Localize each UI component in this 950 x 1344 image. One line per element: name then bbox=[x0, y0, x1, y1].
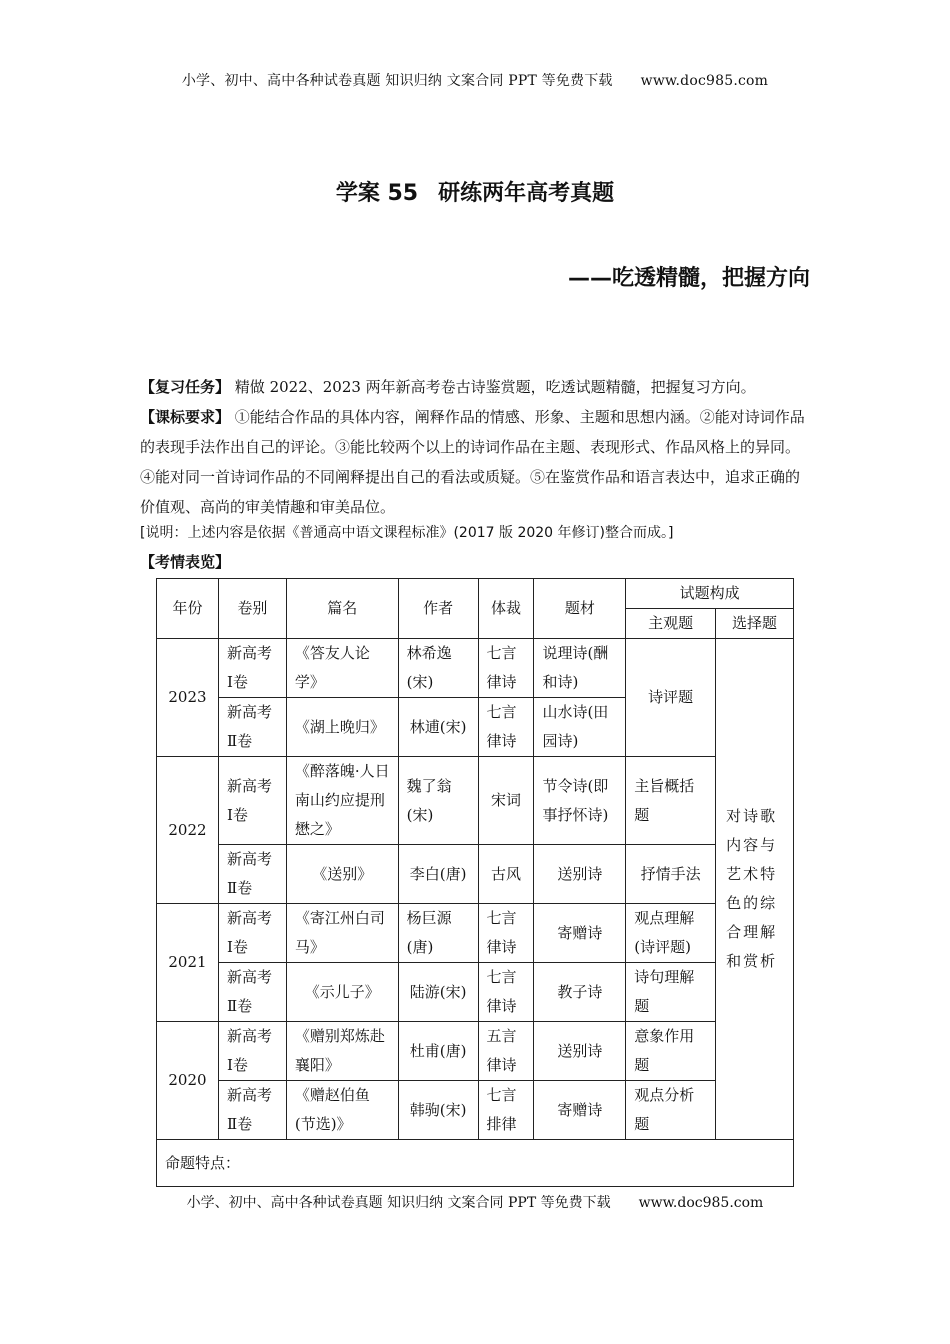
author-cell: 杜甫(唐) bbox=[398, 1022, 478, 1081]
title-cell: 《答友人论学》 bbox=[286, 639, 398, 698]
paper-cell: 新高考Ⅰ卷 bbox=[218, 639, 286, 698]
question-features-cell: 命题特点： bbox=[157, 1140, 794, 1187]
exam-overview-table bbox=[156, 578, 794, 1187]
review-task bbox=[140, 372, 810, 402]
header-title: 篇名 bbox=[286, 579, 398, 639]
author-cell: 韩驹(宋) bbox=[398, 1081, 478, 1140]
header-choice: 选择题 bbox=[716, 609, 794, 639]
genre-cell: 七言律诗 bbox=[478, 904, 534, 963]
review-task-label: 【复习任务】 bbox=[140, 378, 231, 396]
author-cell: 李白(唐) bbox=[398, 845, 478, 904]
header-theme: 题材 bbox=[534, 579, 626, 639]
year-cell: 2021 bbox=[157, 904, 219, 1022]
curriculum-requirements bbox=[140, 402, 810, 522]
paper-cell: 新高考Ⅱ卷 bbox=[218, 698, 286, 757]
author-cell: 杨巨源(唐) bbox=[398, 904, 478, 963]
choice-merged-cell: 对诗歌内容与艺术特色的综合理解和赏析 bbox=[716, 639, 794, 1140]
genre-cell: 古风 bbox=[478, 845, 534, 904]
footer-left-text: 小学、初中、高中各种试卷真题 知识归纳 文案合同 PPT 等免费下载 bbox=[186, 1195, 611, 1211]
page-footer bbox=[0, 1192, 950, 1212]
header-subjective: 主观题 bbox=[626, 609, 716, 639]
subjective-cell: 抒情手法 bbox=[626, 845, 716, 904]
year-cell: 2020 bbox=[157, 1022, 219, 1140]
title-prefix: 学案 55 bbox=[335, 181, 419, 206]
author-cell: 陆游(宋) bbox=[398, 963, 478, 1022]
subjective-cell: 主旨概括题 bbox=[626, 757, 716, 845]
title-cell: 《示儿子》 bbox=[286, 963, 398, 1022]
author-cell: 林逋(宋) bbox=[398, 698, 478, 757]
genre-cell: 五言律诗 bbox=[478, 1022, 534, 1081]
theme-cell: 节令诗(即事抒怀诗) bbox=[534, 757, 626, 845]
title-cell: 《赠赵伯鱼(节选)》 bbox=[286, 1081, 398, 1140]
subjective-cell: 意象作用题 bbox=[626, 1022, 716, 1081]
theme-cell: 寄赠诗 bbox=[534, 1081, 626, 1140]
title-cell: 《送别》 bbox=[286, 845, 398, 904]
header-genre: 体裁 bbox=[478, 579, 534, 639]
page-subtitle: ——吃透精髓，把握方向 bbox=[567, 266, 810, 291]
paper-cell: 新高考Ⅰ卷 bbox=[218, 1022, 286, 1081]
paper-cell: 新高考Ⅱ卷 bbox=[218, 963, 286, 1022]
title-cell: 《赠别郑炼赴襄阳》 bbox=[286, 1022, 398, 1081]
table-row bbox=[157, 757, 794, 845]
subjective-cell: 观点理解(诗评题) bbox=[626, 904, 716, 963]
year-cell: 2022 bbox=[157, 757, 219, 904]
header-year: 年份 bbox=[157, 579, 219, 639]
paper-cell: 新高考Ⅱ卷 bbox=[218, 1081, 286, 1140]
curriculum-label: 【课标要求】 bbox=[140, 408, 231, 426]
genre-cell: 七言排律 bbox=[478, 1081, 534, 1140]
theme-cell: 送别诗 bbox=[534, 845, 626, 904]
table-row bbox=[157, 1081, 794, 1140]
table-row bbox=[157, 963, 794, 1022]
header-paper: 卷别 bbox=[218, 579, 286, 639]
table-row bbox=[157, 639, 794, 698]
genre-cell: 七言律诗 bbox=[478, 639, 534, 698]
header-url: www.doc985.com bbox=[640, 73, 769, 89]
title-cell: 《湖上晚归》 bbox=[286, 698, 398, 757]
title-cell: 《醉落魄·人日南山约应提刑懋之》 bbox=[286, 757, 398, 845]
theme-cell: 说理诗(酬和诗) bbox=[534, 639, 626, 698]
theme-cell: 教子诗 bbox=[534, 963, 626, 1022]
header-composition: 试题构成 bbox=[626, 579, 794, 609]
curriculum-text: ①能结合作品的具体内容，阐释作品的情感、形象、主题和思想内涵。②能对诗词作品的表现手法作出自己的评论。③能比较两个以上的诗词作品在主题、表现形式、作品风格上的异同。④能对同一首诗词作品的不同阐释提出自己的看法或质疑。⑤在鉴赏作品和语言表达中，追求正确的价值观、高尚的审美情趣和审美品位。 bbox=[140, 408, 805, 516]
review-task-text: 精做 2022、2023 两年新高考卷古诗鉴赏题，吃透试题精髓，把握复习方向。 bbox=[234, 378, 756, 396]
author-cell: 魏了翁(宋) bbox=[398, 757, 478, 845]
subjective-cell: 诗句理解题 bbox=[626, 963, 716, 1022]
year-cell: 2023 bbox=[157, 639, 219, 757]
page-title bbox=[0, 176, 950, 207]
theme-cell: 寄赠诗 bbox=[534, 904, 626, 963]
paper-cell: 新高考Ⅰ卷 bbox=[218, 757, 286, 845]
source-note: [说明：上述内容是依据《普通高中语文课程标准》(2017 版 2020 年修订)整合而成。] bbox=[140, 525, 674, 541]
footer-url: www.doc985.com bbox=[638, 1195, 764, 1211]
subjective-cell: 观点分析题 bbox=[626, 1081, 716, 1140]
table-row bbox=[157, 1022, 794, 1081]
subjective-cell: 诗评题 bbox=[626, 639, 716, 757]
genre-cell: 七言律诗 bbox=[478, 698, 534, 757]
theme-cell: 送别诗 bbox=[534, 1022, 626, 1081]
table-row bbox=[157, 845, 794, 904]
overview-label: 【考情表览】 bbox=[140, 553, 231, 571]
paper-cell: 新高考Ⅱ卷 bbox=[218, 845, 286, 904]
paper-cell: 新高考Ⅰ卷 bbox=[218, 904, 286, 963]
genre-cell: 七言律诗 bbox=[478, 963, 534, 1022]
table-row bbox=[157, 1140, 794, 1187]
genre-cell: 宋词 bbox=[478, 757, 534, 845]
title-main: 研练两年高考真题 bbox=[438, 181, 615, 206]
author-cell: 林希逸(宋) bbox=[398, 639, 478, 698]
theme-cell: 山水诗(田园诗) bbox=[534, 698, 626, 757]
page-header bbox=[0, 70, 950, 90]
table-row bbox=[157, 904, 794, 963]
title-cell: 《寄江州白司马》 bbox=[286, 904, 398, 963]
header-left-text: 小学、初中、高中各种试卷真题 知识归纳 文案合同 PPT 等免费下载 bbox=[181, 73, 613, 89]
header-author: 作者 bbox=[398, 579, 478, 639]
